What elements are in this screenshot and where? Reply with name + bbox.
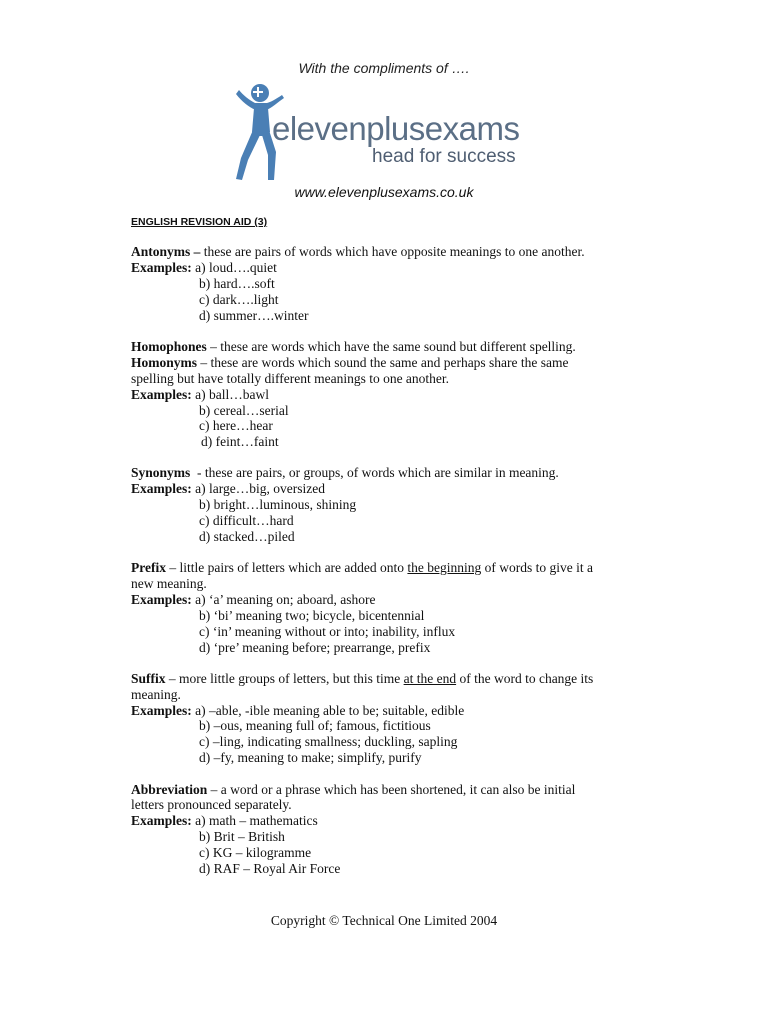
synonyms-example-row xyxy=(131,481,325,497)
website-url: www.elevenplusexams.co.uk xyxy=(294,184,474,200)
homonyms-example-row xyxy=(131,387,269,403)
example-item: b) Brit – British xyxy=(199,829,285,844)
definition-text: spelling but have totally different meanings to one another. xyxy=(131,371,450,386)
term: Antonyms – xyxy=(131,244,201,259)
example-item: a) ‘a’ meaning on; aboard, ashore xyxy=(195,592,376,607)
example-item: a) math – mathematics xyxy=(195,813,318,828)
example-item: c) here…hear xyxy=(199,418,273,433)
definition-text: - these are pairs, or groups, of words which are similar in meaning. xyxy=(190,465,559,480)
example-item: d) feint…faint xyxy=(201,434,279,449)
suffix-definition xyxy=(131,671,593,687)
term: Abbreviation xyxy=(131,782,208,797)
term: Synonyms xyxy=(131,465,191,480)
prefix-definition xyxy=(131,560,593,576)
antonyms-definition xyxy=(131,244,585,260)
term: Prefix xyxy=(131,560,166,575)
logo-tagline: head for success xyxy=(372,146,516,167)
example-item: a) ball…bawl xyxy=(195,387,269,402)
example-item: d) RAF – Royal Air Force xyxy=(199,861,341,876)
examples-label: Examples: xyxy=(131,592,192,607)
definition-text: – these are words which sound the same and perhaps share the same xyxy=(197,355,569,370)
definition-text: of words to give it a xyxy=(481,560,594,575)
examples-label: Examples: xyxy=(131,813,192,828)
examples-label: Examples: xyxy=(131,387,192,402)
example-item: a) large…big, oversized xyxy=(195,481,325,496)
copyright-footer: Copyright © Technical One Limited 2004 xyxy=(270,913,498,928)
abbreviation-definition xyxy=(131,782,575,798)
examples-label: Examples: xyxy=(131,260,192,275)
example-item: a) –able, -ible meaning able to be; suitable, edible xyxy=(195,703,465,718)
example-item: b) cereal…serial xyxy=(199,403,289,418)
example-item: c) KG – kilogramme xyxy=(199,845,312,860)
definition-text: letters pronounced separately. xyxy=(131,797,292,812)
example-item: d) –fy, meaning to make; simplify, purify xyxy=(199,750,422,765)
abbreviation-example-row xyxy=(131,813,318,829)
example-item: b) hard….soft xyxy=(199,276,275,291)
term: Suffix xyxy=(131,671,166,686)
synonyms-definition xyxy=(131,465,559,481)
emphasis-text: at the end xyxy=(403,671,457,686)
example-item: d) stacked…piled xyxy=(199,529,295,544)
term: Homophones xyxy=(131,339,207,354)
definition-text: – more little groups of letters, but this time xyxy=(165,671,404,686)
examples-label: Examples: xyxy=(131,481,192,496)
definition-text: new meaning. xyxy=(131,576,207,591)
homophones-definition xyxy=(131,339,576,355)
term: Homonyms xyxy=(131,355,198,370)
emphasis-text: the beginning xyxy=(407,560,482,575)
definition-text: these are pairs of words which have opposite meanings to one another. xyxy=(200,244,585,259)
example-item: a) loud….quiet xyxy=(195,260,277,275)
example-item: c) ‘in’ meaning without or into; inability, influx xyxy=(199,624,456,639)
example-item: c) dark….light xyxy=(199,292,279,307)
example-item: d) ‘pre’ meaning before; prearrange, prefix xyxy=(199,640,431,655)
logo-wordmark: elevenplusexams xyxy=(272,110,520,147)
prefix-example-row xyxy=(131,592,376,608)
example-item: b) –ous, meaning full of; famous, fictitious xyxy=(199,718,431,733)
definition-text: – a word or a phrase which has been shortened, it can also be initial xyxy=(207,782,576,797)
example-item: c) difficult…hard xyxy=(199,513,294,528)
homonyms-definition xyxy=(131,355,569,371)
suffix-example-row xyxy=(131,703,464,719)
definition-text: meaning. xyxy=(131,687,181,702)
example-item: b) bright…luminous, shining xyxy=(199,497,357,512)
document-heading: ENGLISH REVISION AID (3) xyxy=(131,216,268,228)
example-item: c) –ling, indicating smallness; duckling, sapling xyxy=(199,734,458,749)
definition-text: – these are words which have the same sound but different spelling. xyxy=(206,339,576,354)
compliments-line: With the compliments of …. xyxy=(298,60,470,76)
example-item: d) summer….winter xyxy=(199,308,309,323)
example-item: b) ‘bi’ meaning two; bicycle, bicentennial xyxy=(199,608,425,623)
definition-text: of the word to change its xyxy=(456,671,594,686)
antonyms-example-row xyxy=(131,260,277,276)
examples-label: Examples: xyxy=(131,703,192,718)
definition-text: – little pairs of letters which are added onto xyxy=(165,560,408,575)
